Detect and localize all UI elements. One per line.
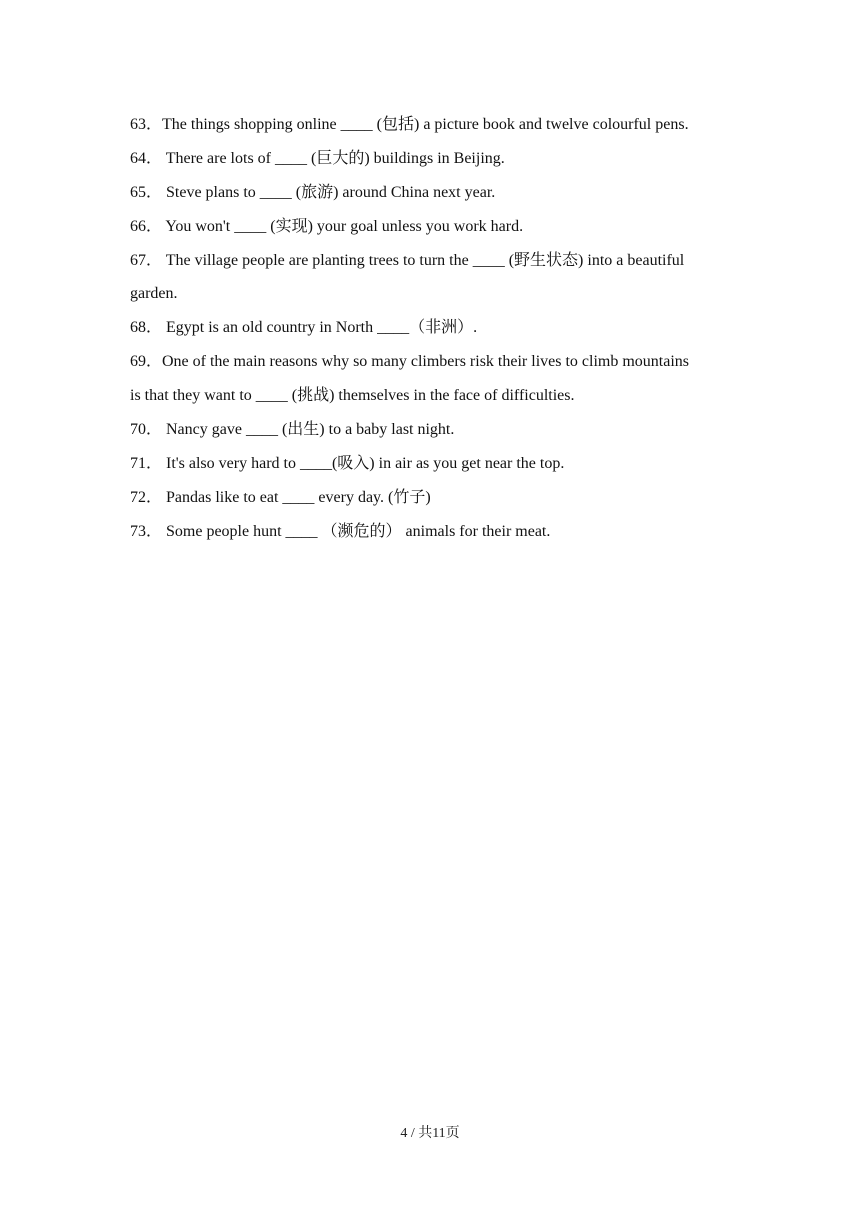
question-69-continuation: is that they want to ____ (挑战) themselves in the face of difficulties.: [130, 387, 575, 405]
question-list: [130, 108, 734, 549]
question-73: 73． Some people hunt ____ （濒危的） animals for their meat.: [130, 522, 551, 540]
question-70: 70． Nancy gave ____ (出生) to a baby last night.: [130, 421, 455, 439]
question-67: 67． The village people are planting trees to turn the ____ (野生状态) into a beautiful: [130, 251, 685, 269]
question-69: 69．One of the main reasons why so many climbers risk their lives to climb mountains: [130, 353, 690, 371]
question-72: 72． Pandas like to eat ____ every day. (竹子): [130, 488, 431, 506]
page-number-footer: 4 / 共11页: [400, 1126, 460, 1141]
question-63: 63．The things shopping online ____ (包括) a picture book and twelve colourful pens.: [130, 116, 689, 133]
question-68: 68． Egypt is an old country in North ____（非洲）.: [130, 319, 478, 337]
question-67-continuation: garden.: [130, 285, 178, 303]
question-66: 66． You won't ____ (实现) your goal unless you work hard.: [130, 217, 524, 235]
question-64: 64． There are lots of ____ (巨大的) buildings in Beijing.: [130, 149, 505, 167]
question-71: 71． It's also very hard to ____(吸入) in air as you get near the top.: [130, 454, 565, 472]
question-65: 65． Steve plans to ____ (旅游) around China next year.: [130, 183, 496, 201]
